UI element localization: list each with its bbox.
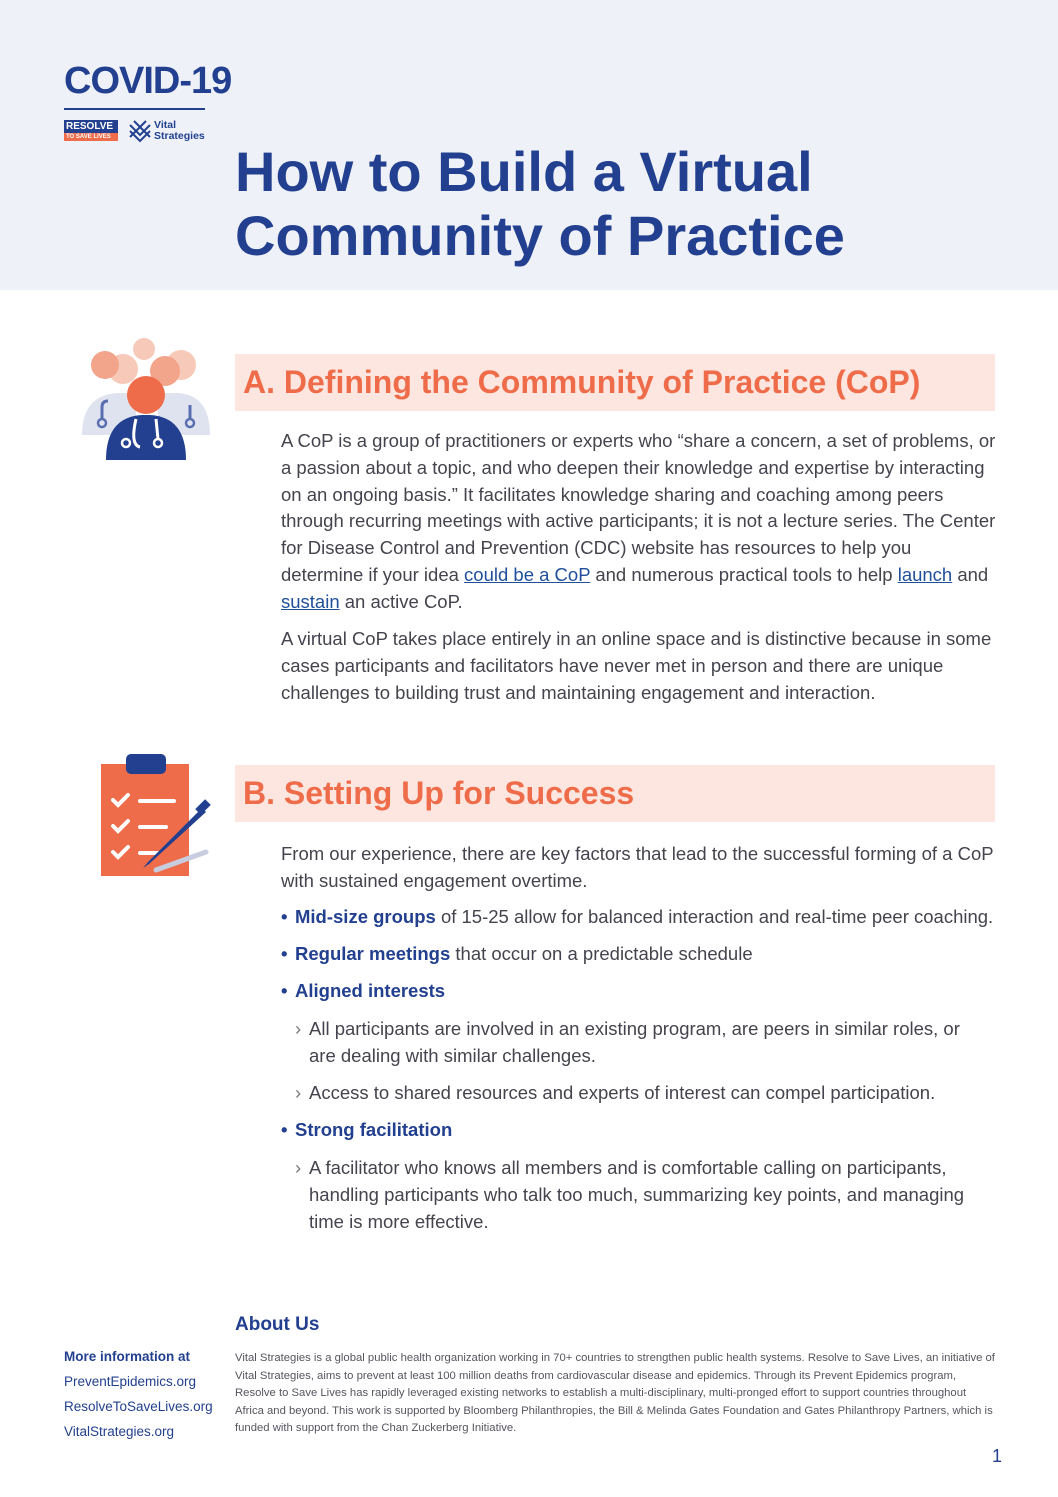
bullet-label: Strong facilitation: [295, 1119, 453, 1140]
bullet-label: Mid-size groups: [295, 906, 436, 927]
sub-bullet-aligned-2: [295, 1080, 985, 1107]
vital-strategies-mark-icon: [128, 119, 152, 143]
bullet-strong-facilitation: [281, 1117, 1001, 1144]
brand-title: COVID-19: [64, 60, 232, 102]
chevron-right-icon: ›: [295, 1157, 302, 1178]
page-title-line2: Community of Practice: [235, 204, 845, 267]
resolve-logo-line2: TO SAVE LIVES: [64, 133, 118, 141]
paragraph1-text-mid1: and numerous practical tools to help: [590, 563, 898, 585]
sub-bullet-text: A facilitator who knows all members and is comfortable calling on participants, handling participants who talk too much, summarizing key points, and managing time is more effective.: [309, 1157, 965, 1232]
resolve-logo-line1: RESOLVE: [64, 120, 118, 133]
prevent-epidemics-link[interactable]: PreventEpidemics.org: [64, 1374, 197, 1389]
bullet-mid-size-groups: [281, 904, 1001, 931]
page-number: 1: [992, 1446, 1003, 1466]
bullet-label: Regular meetings: [295, 943, 451, 964]
section-b-heading-bar: [235, 765, 995, 822]
chevron-right-icon: ›: [295, 1082, 302, 1103]
more-info-block: [64, 1344, 234, 1444]
bullet-marker: •: [281, 1119, 288, 1140]
section-a-paragraph2: A virtual CoP takes place entirely in an online space and is distinctive because in some cases participants and facilitators have never met in person and there are unique challenges to building trust and maintaining engagement and interaction.: [281, 628, 992, 703]
chevron-right-icon: ›: [295, 1018, 302, 1039]
section-a-heading: A. Defining the Community of Practice (CoP): [243, 364, 921, 400]
sustain-link[interactable]: sustain: [281, 590, 340, 612]
vital-strategies-logo: [128, 119, 208, 145]
paragraph1-text-end: an active CoP.: [339, 590, 463, 612]
brand-divider: [64, 108, 205, 110]
healthcare-workers-icon: [78, 335, 213, 460]
could-be-a-cop-link[interactable]: could be a CoP: [464, 563, 591, 585]
bullet-marker: •: [281, 980, 288, 1001]
section-a-paragraph1: [281, 428, 996, 616]
sub-bullet-aligned-1: [295, 1016, 985, 1070]
bullet-text: of 15-25 allow for balanced interaction and real-time peer coaching.: [435, 906, 994, 927]
page-title-line1: How to Build a Virtual: [235, 140, 813, 203]
sub-bullet-text: All participants are involved in an existing program, are peers in similar roles, or are dealing with similar challenges.: [309, 1018, 960, 1066]
about-us-title: About Us: [235, 1314, 320, 1335]
page-title: [235, 140, 1015, 268]
bullet-text: that occur on a predictable schedule: [450, 943, 753, 964]
clipboard-checklist-icon: [96, 752, 211, 877]
sub-bullet-text: Access to shared resources and experts of interest can compel participation.: [309, 1082, 936, 1103]
bullet-regular-meetings: [281, 941, 1001, 968]
about-us-text: Vital Strategies is a global public health organization working in 70+ countries to strengthen public health systems. Resolve to Save Lives, an initiative of Vital Strategies, aims to prevent at least 100 million deaths from cardiovascular disease and epidemics. Through its Prevent Epidemics program, Resolve to Save Lives has rapidly leveraged existing networks to establish a multi-disciplinary, multi-pronged effort to support countries throughout Africa and beyond. This work is supported by Bloomberg Philanthropies, the Bill & Melinda Gates Foundation and Gates Philanthropy Partners, which is funded with support from the Chan Zuckerberg Initiative.: [235, 1352, 995, 1435]
more-info-label: More information at: [64, 1349, 191, 1364]
vital-strategies-logo-text: Vital Strategies: [154, 119, 205, 142]
sub-bullet-facilitation-1: [295, 1155, 985, 1235]
section-a-heading-bar: [235, 354, 995, 411]
launch-link[interactable]: launch: [897, 563, 953, 585]
paragraph1-text-mid2: and: [952, 563, 989, 585]
bullet-aligned-interests: [281, 978, 1001, 1005]
vital-strategies-link[interactable]: VitalStrategies.org: [64, 1424, 175, 1439]
bullet-marker: •: [281, 943, 288, 964]
resolve-to-save-lives-logo: [64, 120, 118, 142]
section-b-heading: B. Setting Up for Success: [243, 775, 635, 811]
bullet-marker: •: [281, 906, 288, 927]
resolve-to-save-lives-link[interactable]: ResolveToSaveLives.org: [64, 1399, 213, 1414]
paragraph1-text-start: A CoP is a group of practitioners or experts who “share a concern, a set of problems, or a passion about a topic, and who deepen their knowledge and expertise by interacting on an ongoing basis.” It facilitates knowledge sharing and coaching among peers through recurring meetings with active participants; it is not a lecture series. The Center for Disease Control and Prevention (CDC) website has resources to help you determine if your idea: [281, 430, 996, 585]
section-b-intro: From our experience, there are key factors that lead to the successful forming of a CoP with sustained engagement overtime.: [281, 843, 994, 891]
bullet-label: Aligned interests: [295, 980, 446, 1001]
